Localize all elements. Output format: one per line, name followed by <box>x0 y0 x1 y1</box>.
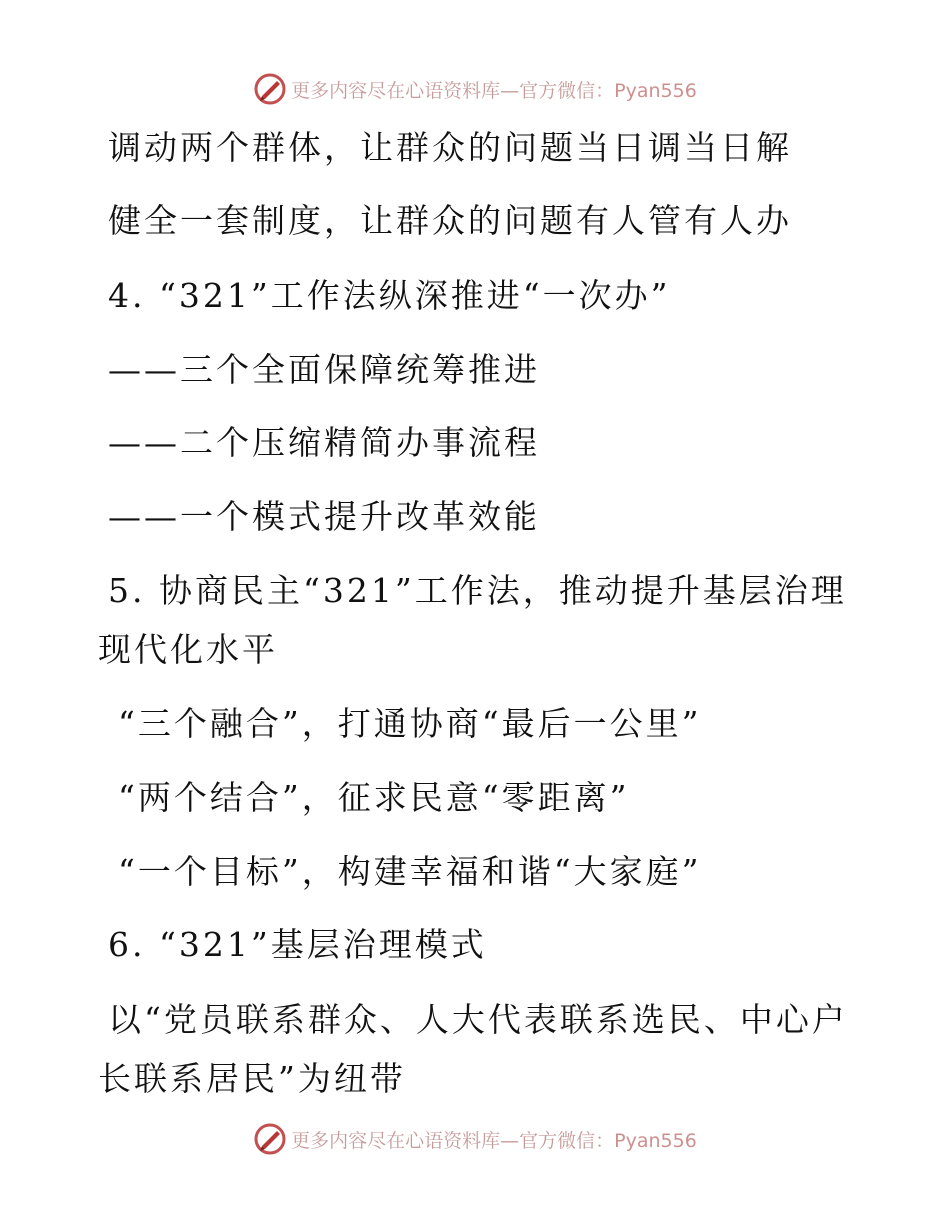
text-line: 5. 协商民主“321”工作法，推动提升基层治理 <box>108 571 847 610</box>
text-line: 健全一套制度，让群众的问题有人管有人办 <box>108 201 792 240</box>
logo-icon <box>253 72 287 106</box>
text-line: ——一个模式提升改革效能 <box>108 497 540 536</box>
logo-icon <box>253 1122 287 1156</box>
text-line: “两个结合”，征求民意“零距离” <box>118 778 630 817</box>
text-line: ——三个全面保障统筹推进 <box>108 350 540 389</box>
watermark-text: 更多内容尽在心语资料库—官方微信：Pyan556 <box>291 79 697 102</box>
text-line: 长联系居民”为纽带 <box>98 1059 406 1098</box>
text-line: “一个目标”，构建幸福和谐“大家庭” <box>118 852 702 891</box>
text-line: 现代化水平 <box>98 630 278 669</box>
text-line: 调动两个群体，让群众的问题当日调当日解 <box>108 128 792 167</box>
text-line: 4. “321”工作法纵深推进“一次办” <box>108 276 671 315</box>
text-line: 以“党员联系群众、人大代表联系选民、中心户 <box>108 1000 848 1039</box>
text-line: “三个融合”，打通协商“最后一公里” <box>118 704 702 743</box>
header-watermark <box>0 72 950 106</box>
footer-watermark <box>0 1122 950 1156</box>
text-line: ——二个压缩精简办事流程 <box>108 423 540 462</box>
text-line: 6. “321”基层治理模式 <box>108 925 487 964</box>
watermark-text: 更多内容尽在心语资料库—官方微信：Pyan556 <box>291 1129 697 1152</box>
